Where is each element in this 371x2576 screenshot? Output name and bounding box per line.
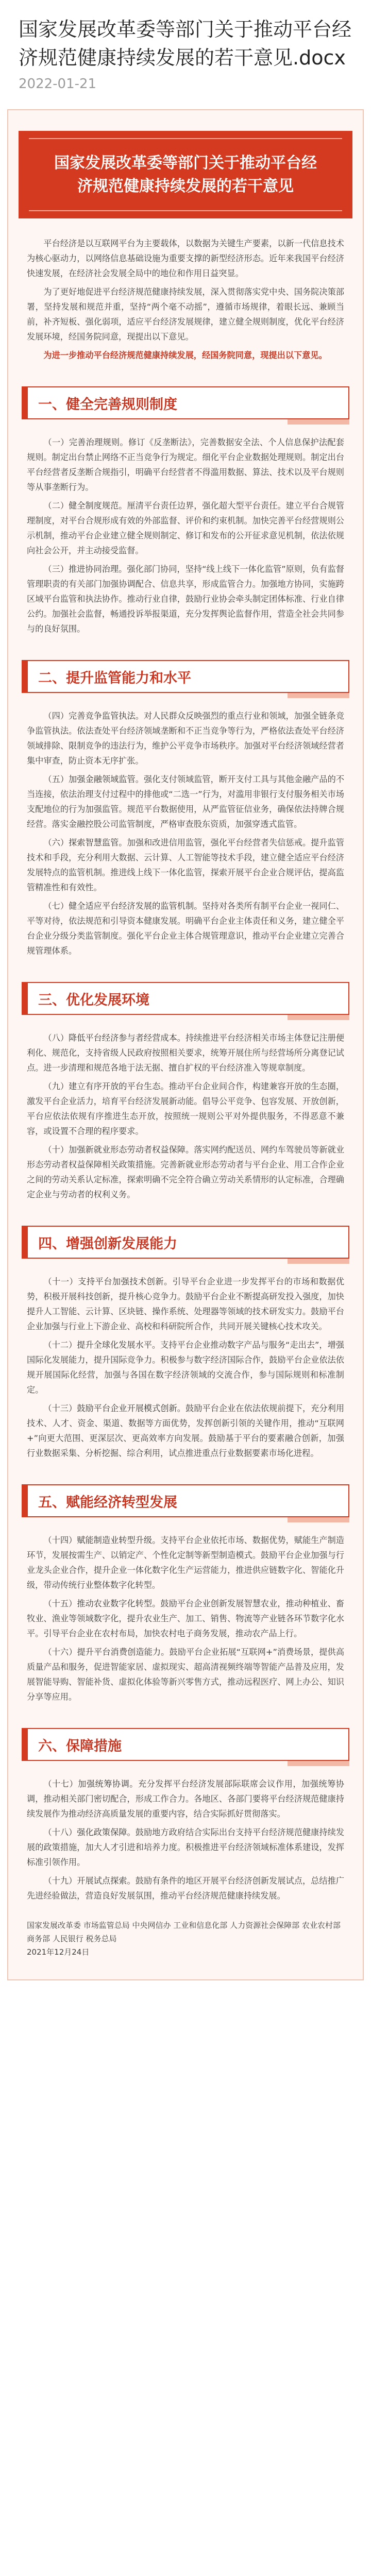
subsection-text: 鼓励平台企业创新发展智慧农业，推动种植业、畜牧业、渔业等领域数字化，提升农业生产、加工、销售、物流等产业链各环节数字化水平。引导平台企业在农村布局，加快农村电子商务发展，推动农产品上行。 bbox=[27, 1599, 344, 1639]
section-heading-text: 二、提升监管能力和水平 bbox=[38, 670, 191, 686]
subsection-text: 推动平台企业间合作，构建兼容开放的生态圈，激发平台企业活力，培育平台经济发展新动能。倡导公平竞争、包容发展、开放创新，平台应依法依规有序推进生态开放，按照统一规则公平对外提供服务，不得恶意不兼容，或设置不合理的程序要求。 bbox=[27, 1081, 345, 1137]
section-paragraph bbox=[8, 1873, 363, 1903]
section-heading bbox=[22, 982, 349, 1015]
subsection-title: （三）推进协同治理。 bbox=[43, 564, 127, 574]
subsection-text: 强化支付领域监管，断开支付工具与其他金融产品的不当连接，依法治理支付过程中的排他或“二选一”行为，对滥用非银行支付服务相关市场支配地位的行为加强监管。规范平台数据使用，从严监管征信业务，确保依法持牌合规经营。落实金融控股公司监管制度，严格审查股东资质，加强穿透式监管。 bbox=[27, 774, 345, 829]
section-heading-text: 三、优化发展环境 bbox=[38, 992, 149, 1008]
subsection-title: （一）完善治理规则。 bbox=[43, 437, 128, 448]
subsection-title: （十八）强化政策保障。 bbox=[43, 1827, 136, 1838]
sections-container bbox=[8, 386, 363, 1903]
subsection-title: （四）完善竞争监管执法。 bbox=[43, 711, 144, 721]
section-paragraph bbox=[8, 1142, 363, 1202]
section-heading bbox=[22, 1728, 349, 1761]
subsection-text: 鼓励有条件的地区开展平台经济创新发展试点，总结推广先进经验做法，营造良好发展氛围，推动平台经济规范健康持续发展。 bbox=[27, 1876, 345, 1901]
section-heading bbox=[22, 386, 349, 419]
subsection-text: 加强和改进信用监管，强化平台经营者失信惩戒。提升监管技术和手段，充分利用大数据、云计算、人工智能等技术手段，建立健全适应平台经济发展特点的监管机制。推进线上线下一体化监管，探索开展平台企业合规评估，提高监管精准性和有效性。 bbox=[27, 838, 345, 893]
article-body bbox=[7, 109, 364, 1980]
section-paragraph bbox=[8, 899, 363, 958]
subsection-title: （十）加强新就业形态劳动者权益保障。 bbox=[43, 1145, 194, 1155]
subsection-text: 鼓励平台企业拓展“互联网+”消费场景，提供高质量产品和服务，促进智能家居、虚拟现实、超高清视频终端等智能产品普及应用，发展智能导购、智能补货、虚拟化体验等新兴零售方式，推动远程医疗、网上办公、知识分享等应用。 bbox=[27, 1647, 345, 1702]
subsection-text: 强化部门协同，坚持“线上线下一体化监管”原则，负有监督管理职责的有关部门加强协调配合、信息共享，形成监管合力。加强地方协同，实施跨区域平台监管和执法协作。推动行业自律，鼓励行业协会牵头制定团体标准、行业自律公约。加强社会监督，畅通投诉举报渠道，充分发挥舆论监督作用，营造全社会共同参与的良好氛围。 bbox=[27, 564, 344, 634]
section-paragraph bbox=[8, 1337, 363, 1397]
issuer-list: 国家发展改革委 市场监管总局 中央网信办 工业和信息化部 人力资源社会保障部 农业农村部 商务部 人民银行 税务总局 bbox=[27, 1921, 341, 1944]
section-paragraph bbox=[8, 1776, 363, 1821]
banner-title: 国家发展改革委等部门关于推动平台经济规范健康持续发展的若干意见 bbox=[54, 154, 317, 196]
subsection-text: 鼓励平台企业在依法依规前提下，充分利用技术、人才、资金、渠道、数据等方面优势，发挥创新引领的关键作用，推动“互联网+”向更大范围、更深层次、更高效率方向发展。鼓励基于平台的要素融合创新，加强行业数据采集、分析挖掘、综合利用，试点推进重点行业数据要素市场化进程。 bbox=[27, 1403, 345, 1459]
intro-paragraph: 为了更好地促进平台经济规范健康持续发展，深入贯彻落实党中央、国务院决策部署，坚持发展和规范并重，坚持“两个毫不动摇”，遵循市场规律，着眼长远、兼顾当前，补齐短板、强化弱项，适应平台经济发展规律，建立健全规则制度，优化平台经济发展环境，经国务院同意，现提出以下意见。 bbox=[27, 287, 344, 342]
section-heading bbox=[22, 660, 349, 693]
subsection-text: 厘清平台责任边界，强化超大型平台责任。建立平台合规管理制度，对平台合规形成有效的外部监督、评价和约束机制。加快完善平台经营规则公示机制，推动平台企业建立健全规则制定、修订和发布的公开征求意见机制，依法依规向社会公开，并主动接受监督。 bbox=[27, 501, 345, 556]
subsection-text: 支持平台企业依托市场、数据优势，赋能生产制造环节，发展按需生产、以销定产、个性化定制等新型制造模式。鼓励平台企业加强与行业龙头企业合作，提升企业一体化数字化生产运营能力，推进供应链数字化、智能化升级，带动传统行业整体数字化转型。 bbox=[27, 1535, 344, 1590]
document-header bbox=[0, 0, 371, 97]
section-paragraph bbox=[8, 1079, 363, 1139]
article-banner bbox=[19, 131, 352, 218]
subsection-title: （十九）开展试点探索。 bbox=[43, 1876, 136, 1886]
document-date: 2022-01-21 bbox=[19, 76, 97, 92]
section-paragraph bbox=[8, 1274, 363, 1334]
subsection-text: 支持平台企业推动数字产品与服务“走出去”，增强国际化发展能力，提升国际竞争力。积极参与数字经济国际合作，鼓励平台企业依法依规开展国际化经营，加强与各国在数字经济领域的交流合作，参与国际规则和标准制定。 bbox=[27, 1340, 344, 1395]
section-paragraph bbox=[8, 498, 363, 558]
subsection-title: （十三）鼓励平台企业开展模式创新。 bbox=[43, 1403, 185, 1414]
section-paragraph bbox=[8, 1645, 363, 1704]
document-footer bbox=[27, 1919, 344, 1959]
subsection-text: 坚持对各类所有制平台企业一视同仁、平等对待，依法规范和引导资本健康发展。明确平台企业主体责任和义务，建立健全平台企业分级分类监管制度。强化平台企业主体合规管理意识，推动平台企业建立完善合规管理体系。 bbox=[27, 901, 345, 956]
section-paragraph bbox=[8, 1401, 363, 1461]
subsection-text: 对人民群众反映强烈的重点行业和领域，加强全链条竞争监管执法。依法查处平台经济领域垄断和不正当竞争等行为，严格依法查处平台经济领域排除、限制竞争的违法行为，维护公平竞争市场秩序。加强对平台经济领域经营者集中审查，防止资本无序扩张。 bbox=[27, 711, 345, 766]
subsection-title: （八）降低平台经济参与者经营成本。 bbox=[43, 1033, 185, 1043]
subsection-title: （十四）赋能制造业转型升级。 bbox=[43, 1535, 161, 1546]
section-paragraph bbox=[8, 835, 363, 895]
section-paragraph bbox=[8, 1596, 363, 1641]
section-heading bbox=[22, 1484, 349, 1517]
issue-date: 2021年12月24日 bbox=[27, 1947, 90, 1957]
subsection-text: 鼓励地方政府结合实际出台支持平台经济规范健康持续发展的政策措施，加大人才引进和培养力度。积极推进平台经济领域标准体系建设，发挥标准引领作用。 bbox=[27, 1827, 345, 1868]
subsection-title: （十七）加强统筹协调。 bbox=[43, 1779, 138, 1789]
subsection-title: （二）健全制度规范。 bbox=[43, 501, 127, 511]
section-heading-text: 五、赋能经济转型发展 bbox=[38, 1494, 177, 1511]
subsection-text: 修订《反垄断法》，完善数据安全法、个人信息保护法配套规则。制定出台禁止网络不正当竞争行为规定。细化平台企业数据处理规则。制定出台平台经营者反垄断合规指引，明确平台经营者不得滥用数据、算法、技术以及平台规则等从事垄断行为。 bbox=[27, 437, 344, 493]
section-heading bbox=[22, 1226, 349, 1259]
section-heading-text: 四、增强创新发展能力 bbox=[38, 1235, 177, 1252]
subsection-title: （七）健全适应平台经济发展的监管机制。 bbox=[43, 901, 203, 911]
section-paragraph bbox=[8, 708, 363, 768]
section-paragraph bbox=[8, 435, 363, 495]
section-heading-text: 一、健全完善规则制度 bbox=[38, 396, 177, 413]
subsection-title: （九）建立有序开放的平台生态。 bbox=[43, 1081, 169, 1092]
subsection-title: （十一）支持平台加强技术创新。 bbox=[43, 1277, 173, 1287]
section-paragraph bbox=[8, 772, 363, 832]
subsection-title: （六）探索智慧监管。 bbox=[43, 838, 127, 848]
subsection-title: （十六）提升平台消费创造能力。 bbox=[43, 1647, 170, 1657]
subsection-title: （五）加强金融领域监管。 bbox=[43, 774, 144, 785]
section-heading-text: 六、保障措施 bbox=[38, 1738, 122, 1754]
subsection-title: （十二）提升全球化发展水平。 bbox=[43, 1340, 161, 1350]
section-paragraph bbox=[8, 1825, 363, 1870]
intro-highlight: 为进一步推动平台经济规范健康持续发展，经国务院同意，现提出以下意见。 bbox=[43, 350, 327, 361]
subsection-text: 持续推进平台经济相关市场主体登记注册便利化、规范化，支持省级人民政府按照相关要求，统筹开展住所与经营场所分离登记试点。进一步清理和规范各地于法无据、擅自扩权的平台经济准入等规章制度。 bbox=[27, 1033, 345, 1073]
subsection-text: 充分发挥平台经济发展部际联席会议作用，加强统筹协调，推动相关部门密切配合，形成工作合力。各地区、各部门要将平台经济规范健康持续发展作为推动经济高质量发展的重要内容，结合实际抓好贯彻落实。 bbox=[27, 1779, 344, 1819]
subsection-title: （十五）推动农业数字化转型。 bbox=[43, 1599, 161, 1609]
subsection-text: 落实网约配送员、网约车驾驶员等新就业形态劳动者权益保障相关政策措施。完善新就业形态劳动者与平台企业、用工合作企业之间的劳动关系认定标准，探索明确不完全符合确立劳动关系情形的认定标准，合理确定企业与劳动者的权利义务。 bbox=[27, 1145, 345, 1200]
document-title: 国家发展改革委等部门关于推动平台经济规范健康持续发展的若干意见.docx bbox=[19, 18, 352, 70]
section-paragraph bbox=[8, 562, 363, 636]
subsection-text: 引导平台企业进一步发挥平台的市场和数据优势，积极开展科技创新，提升核心竞争力。鼓励平台企业不断提高研发投入强度，加快提升人工智能、云计算、区块链、操作系统、处理器等领域的技术研发实力。鼓励平台企业加强与行业上下游企业、高校和科研院所合作，共同开展关键核心技术攻关。 bbox=[27, 1277, 345, 1332]
intro-paragraph: 平台经济是以互联网平台为主要载体，以数据为关键生产要素，以新一代信息技术为核心驱动力，以网络信息基础设施为重要支撑的新型经济形态。近年来我国平台经济快速发展，在经济社会发展全局中的地位和作用日益突显。 bbox=[27, 239, 344, 279]
section-paragraph bbox=[8, 1030, 363, 1075]
section-paragraph bbox=[8, 1533, 363, 1592]
